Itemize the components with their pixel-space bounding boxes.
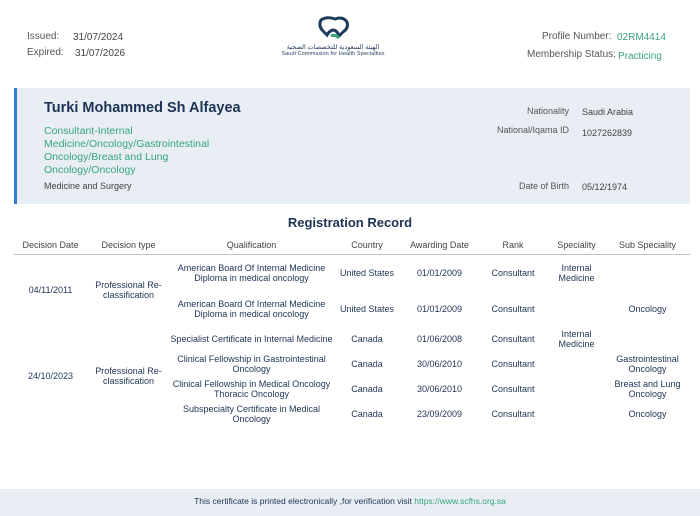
verification-link[interactable]: https://www.scfhs.org.sa	[414, 496, 506, 506]
table-header-row	[14, 236, 690, 254]
sub-speciality	[605, 254, 690, 291]
rank: Consultant	[491, 383, 535, 394]
sub-speciality: Gastrointestinal Oncology	[616, 353, 679, 374]
footer-text: This certificate is printed electronically ,for verification visit	[194, 496, 412, 506]
rank: Consultant	[491, 408, 535, 419]
table-row	[14, 326, 690, 351]
column-header: Qualification	[170, 236, 333, 254]
sub-speciality: Oncology	[628, 408, 667, 419]
nationality-value: Saudi Arabia	[582, 107, 634, 117]
sub-speciality: Breast and Lung Oncology	[614, 378, 681, 399]
profile-number-label: Profile Number:	[542, 31, 612, 42]
awarding-date: 30/06/2010	[416, 383, 463, 394]
awarding-date: 01/06/2008	[416, 333, 463, 344]
sub-speciality: Oncology	[628, 303, 667, 314]
sub-speciality	[605, 326, 690, 351]
national-id-value: 1027262839	[582, 128, 633, 138]
logo-english-text: Saudi Commission for Health Specialties	[281, 51, 385, 57]
speciality	[548, 376, 605, 401]
column-header: Speciality	[548, 236, 605, 254]
qualification: American Board Of Internal Medicine Diploma in medical oncology	[177, 262, 326, 283]
registration-table	[14, 236, 690, 426]
column-header: Rank	[478, 236, 548, 254]
awarding-date: 01/01/2009	[416, 303, 463, 314]
rank: Consultant	[491, 358, 535, 369]
decision-date: 24/10/2023	[27, 371, 74, 381]
expired-label: Expired:	[27, 47, 64, 58]
issued-date: 31/07/2024	[73, 32, 124, 43]
specialty-title: Consultant-Internal Medicine/Oncology/Gastrointestinal Oncology/Breast and Lung Oncology/Oncology	[44, 125, 210, 176]
department: Medicine and Surgery	[44, 181, 132, 191]
scfhs-logo	[279, 14, 387, 57]
qualification: Specialist Certificate in Internal Medicine	[170, 333, 333, 344]
speciality	[548, 351, 605, 376]
rank: Consultant	[491, 303, 535, 314]
column-header: Awarding Date	[401, 236, 478, 254]
practitioner-name: Turki Mohammed Sh Alfayea	[44, 100, 241, 116]
country: United States	[339, 267, 395, 278]
column-header: Decision type	[87, 236, 170, 254]
country: Canada	[351, 383, 383, 394]
decision-type: Professional Re-classification	[95, 280, 162, 301]
awarding-date: 23/09/2009	[416, 408, 463, 419]
speciality	[548, 401, 605, 426]
country: Canada	[351, 333, 383, 344]
qualification: Subspecialty Certificate in Medical Oncology	[182, 403, 321, 424]
table-row	[14, 254, 690, 291]
nationality-label: Nationality	[526, 106, 569, 116]
qualification: Clinical Fellowship in Gastrointestinal Oncology	[177, 353, 326, 374]
speciality	[548, 291, 605, 326]
issued-label: Issued:	[27, 31, 60, 42]
scfhs-emblem-icon	[313, 14, 353, 42]
profile-number-value: 02RM4414	[617, 32, 666, 43]
column-header: Decision Date	[14, 236, 87, 254]
profile-panel	[14, 88, 690, 204]
dob-label: Date of Birth	[518, 181, 569, 191]
decision-date: 04/11/2011	[28, 285, 73, 296]
rank: Consultant	[491, 267, 535, 278]
logo-arabic-text: الهيئة السعودية للتخصصات الصحية	[286, 44, 380, 51]
column-header: Country	[333, 236, 401, 254]
speciality: Internal Medicine	[558, 328, 595, 349]
country: United States	[339, 303, 395, 314]
qualification: Clinical Fellowship in Medical Oncology Thoracic Oncology	[172, 378, 331, 399]
speciality: Internal Medicine	[558, 262, 595, 283]
national-id-label: National/Iqama ID	[496, 125, 569, 135]
rank: Consultant	[491, 333, 535, 344]
awarding-date: 30/06/2010	[416, 358, 463, 369]
dob-value: 05/12/1974	[582, 182, 628, 192]
verification-footer	[0, 489, 700, 516]
membership-status-value: Practicing	[618, 51, 662, 62]
registration-record-title: Registration Record	[287, 215, 413, 230]
awarding-date: 01/01/2009	[416, 267, 463, 278]
certificate-header	[0, 0, 700, 88]
decision-type: Professional Re-classification	[95, 366, 162, 386]
qualification: American Board Of Internal Medicine Diploma in medical oncology	[177, 298, 326, 319]
expired-date: 31/07/2026	[75, 48, 126, 59]
country: Canada	[351, 358, 383, 369]
country: Canada	[351, 408, 383, 419]
column-header: Sub Speciality	[605, 236, 690, 254]
membership-status-label: Membership Status:	[527, 49, 616, 60]
